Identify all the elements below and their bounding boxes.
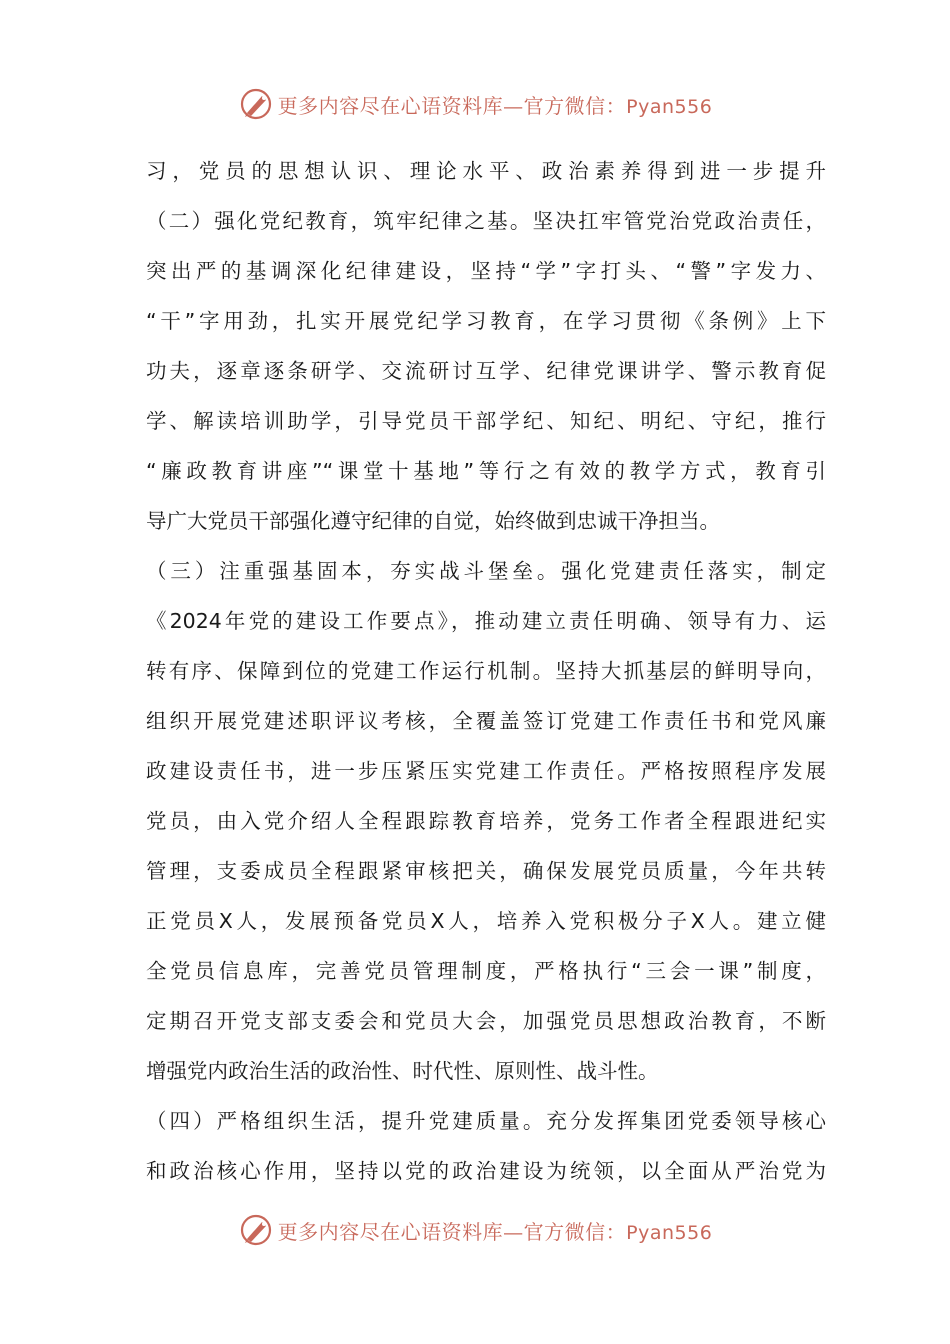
body-line: 习，党员的思想认识、理论水平、政治素养得到进一步提升: [146, 159, 826, 183]
body-line: “干”字用劲，扎实开展党纪学习教育，在学习贯彻《条例》上下: [146, 309, 826, 333]
body-line: 组织开展党建述职评议考核，全覆盖签订党建工作责任书和党风廉: [146, 709, 826, 733]
footer-banner-label: 更多内容尽在心语资料库—官方微信：: [277, 1219, 627, 1244]
body-line: 《2024年党的建设工作要点》，推动建立责任明确、领导有力、运: [146, 609, 826, 633]
body-line: （四）严格组织生活，提升党建质量。充分发挥集团党委领导核心: [146, 1109, 826, 1133]
footer-wechat-id: Pyan556: [626, 1221, 713, 1244]
body-line: （三）注重强基固本，夯实战斗堡垒。强化党建责任落实，制定: [146, 559, 826, 583]
footer-banner: [0, 1210, 950, 1250]
header-banner-label: 更多内容尽在心语资料库—官方微信：: [277, 93, 627, 118]
body-line: 功夫，逐章逐条研学、交流研讨互学、纪律党课讲学、警示教育促: [146, 359, 826, 383]
body-line: 政建设责任书，进一步压紧压实党建工作责任。严格按照程序发展: [146, 759, 826, 783]
body-line: 正党员X人，发展预备党员X人，培养入党积极分子X人。建立健: [146, 909, 826, 933]
body-line: “廉政教育讲座”“课堂十基地”等行之有效的教学方式，教育引: [146, 459, 826, 483]
body-line: 导广大党员干部强化遵守纪律的自觉，始终做到忠诚干净担当。: [146, 509, 720, 533]
body-line: 和政治核心作用，坚持以党的政治建设为统领，以全面从严治党为: [146, 1159, 826, 1183]
header-wechat-id: Pyan556: [626, 95, 713, 118]
body-line: 增强党内政治生活的政治性、时代性、原则性、战斗性。: [146, 1059, 659, 1083]
document-body: [146, 146, 826, 1196]
body-line: 党员，由入党介绍人全程跟踪教育培养，党务工作者全程跟进纪实: [146, 809, 826, 833]
footer-banner-text: [278, 1216, 713, 1245]
body-line: 定期召开党支部支委会和党员大会，加强党员思想政治教育，不断: [146, 1009, 826, 1033]
header-banner: [0, 84, 950, 124]
body-line: 转有序、保障到位的党建工作运行机制。坚持大抓基层的鲜明导向，: [146, 659, 826, 683]
pen-logo-icon: [238, 86, 274, 122]
body-line: 学、解读培训助学，引导党员干部学纪、知纪、明纪、守纪，推行: [146, 409, 826, 433]
body-line: 管理，支委成员全程跟紧审核把关，确保发展党员质量，今年共转: [146, 859, 826, 883]
header-banner-text: [278, 90, 713, 119]
pen-logo-icon: [238, 1212, 274, 1248]
body-line: （二）强化党纪教育，筑牢纪律之基。坚决扛牢管党治党政治责任，: [146, 209, 826, 233]
body-line: 突出严的基调深化纪律建设，坚持“学”字打头、“警”字发力、: [146, 259, 826, 283]
body-line: 全党员信息库，完善党员管理制度，严格执行“三会一课”制度，: [146, 959, 826, 983]
